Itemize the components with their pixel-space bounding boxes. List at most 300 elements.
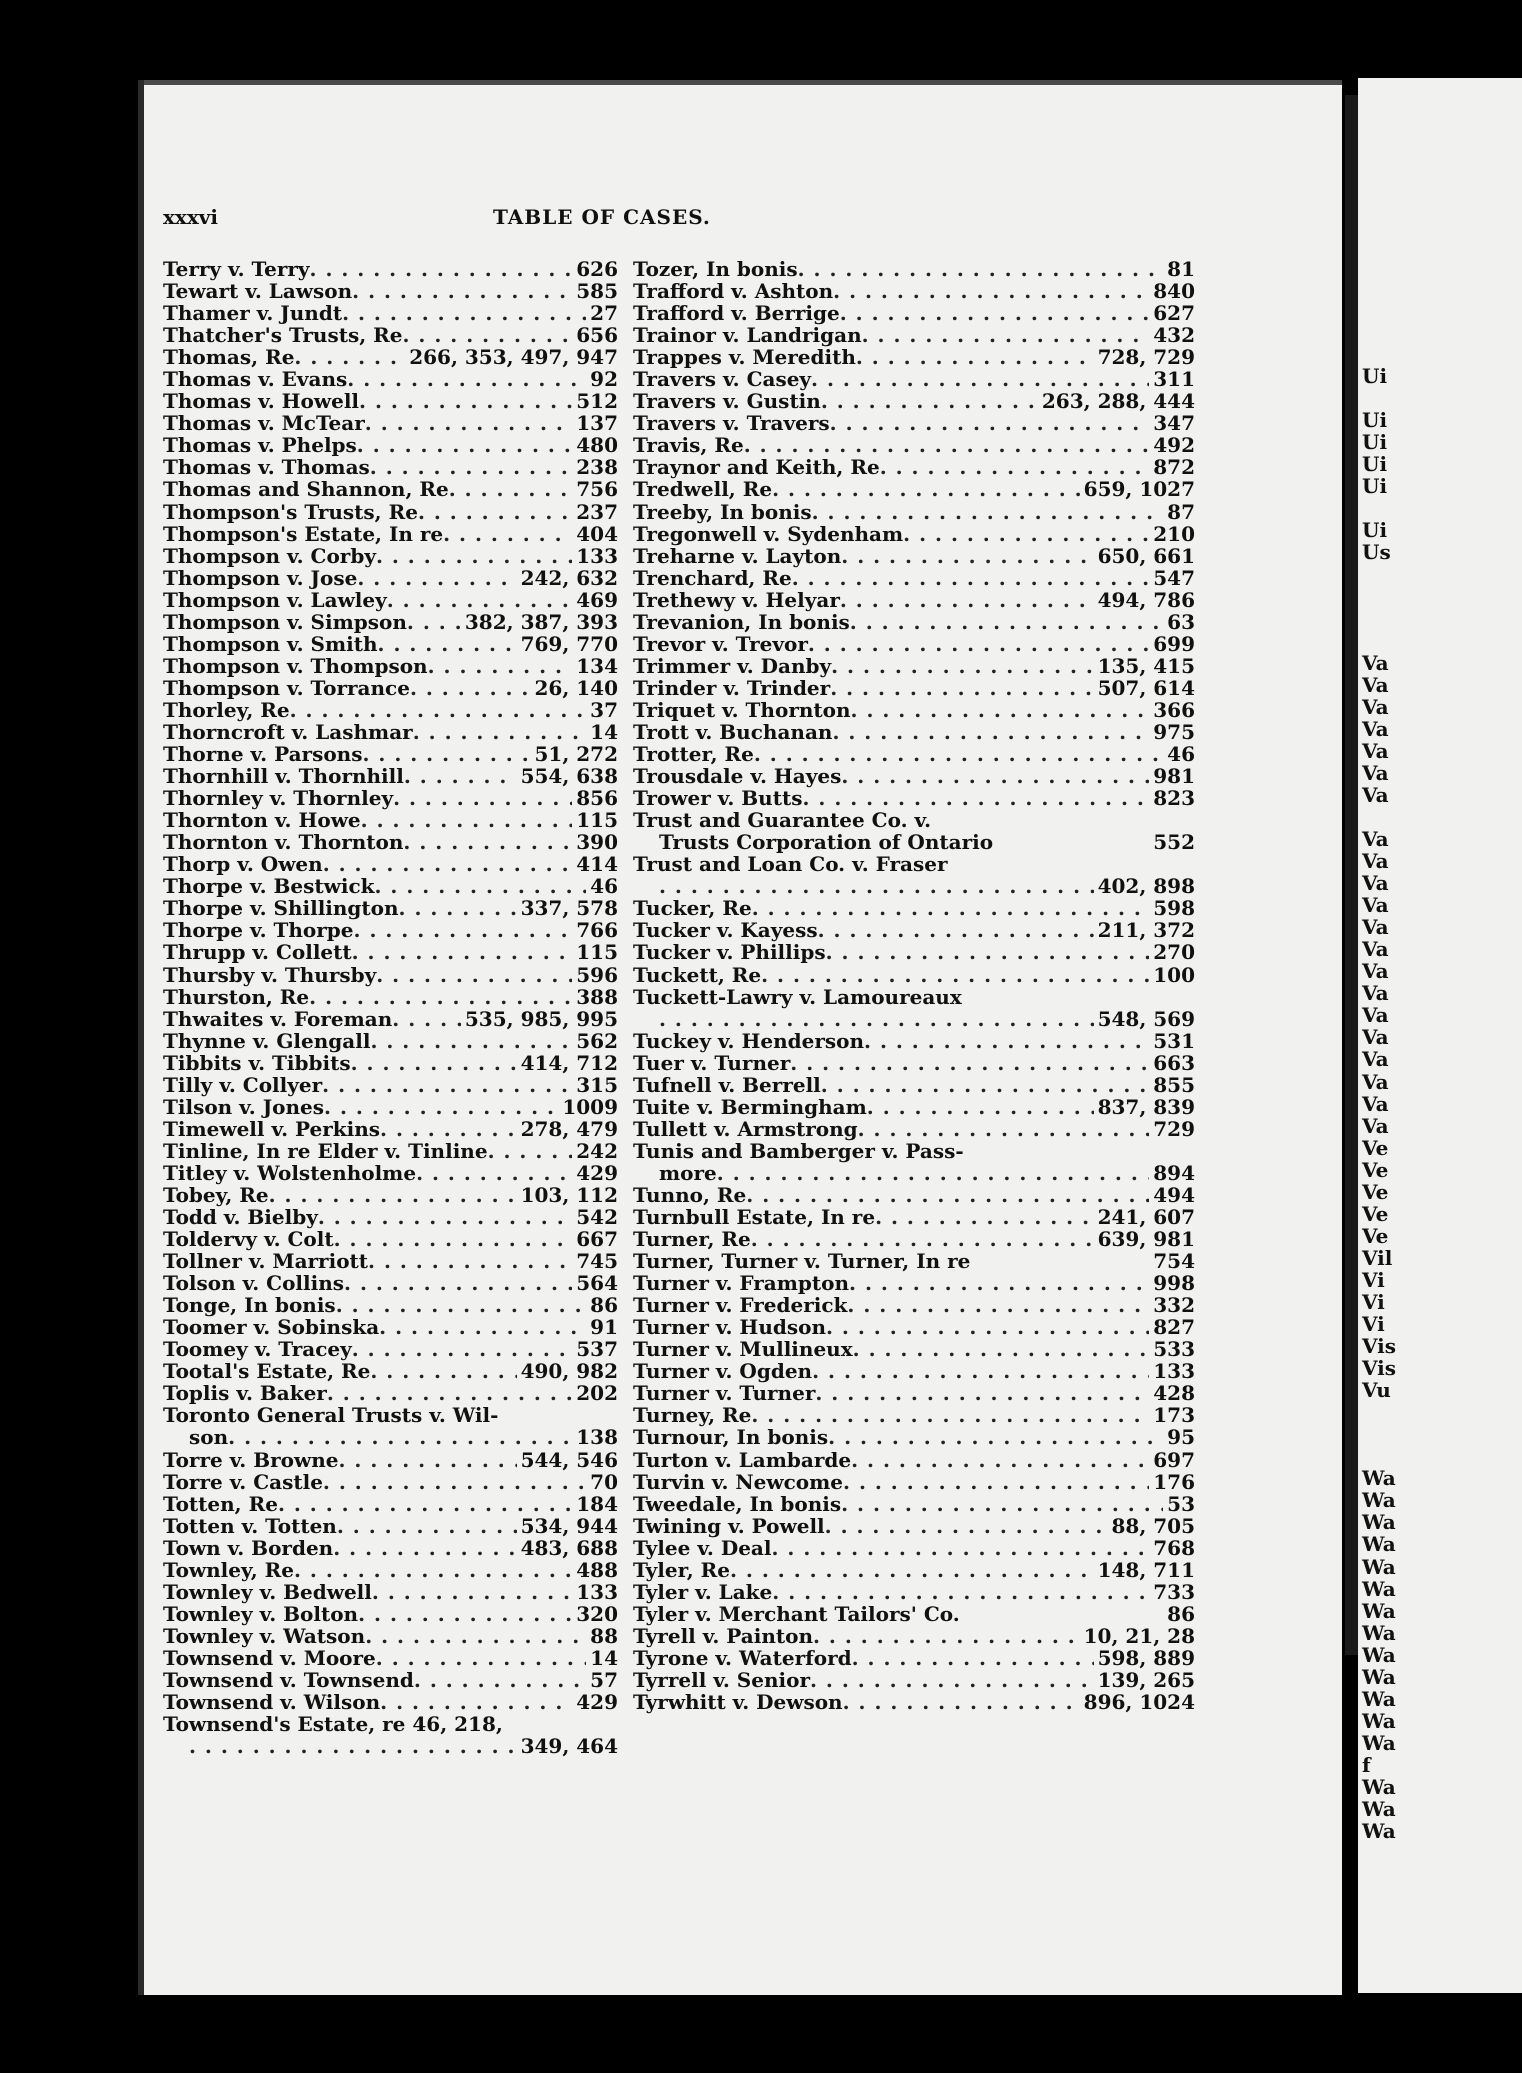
case-entry	[633, 1625, 1195, 1647]
case-entry	[163, 412, 618, 434]
dot-leader	[323, 853, 573, 875]
case-entry	[163, 1184, 618, 1206]
case-pages: 134	[576, 653, 618, 678]
case-name: Thorne v. Parsons	[163, 742, 363, 767]
case-pages: 242	[576, 1138, 618, 1163]
edge-fragment	[1362, 806, 1396, 828]
case-entry	[633, 501, 1195, 523]
case-name: Trusts Corporation of Ontario	[659, 830, 994, 855]
case-pages: 115	[576, 940, 618, 965]
case-entry	[633, 964, 1195, 986]
dot-leader	[771, 1537, 1149, 1559]
case-entry	[163, 1250, 618, 1272]
case-name: Thompson v. Jose	[163, 565, 358, 590]
edge-fragment: Vu	[1362, 1378, 1391, 1403]
case-entry	[163, 1735, 618, 1757]
dot-leader	[370, 1360, 516, 1382]
case-pages: 91	[590, 1315, 618, 1340]
case-pages: 537	[576, 1337, 618, 1362]
case-pages: 138	[576, 1425, 618, 1450]
case-entry	[633, 765, 1195, 787]
edge-fragment: Va	[1362, 672, 1389, 697]
case-entry	[163, 1625, 618, 1647]
case-entry	[633, 1426, 1195, 1448]
case-entry	[633, 412, 1195, 434]
dot-leader	[387, 589, 573, 611]
case-pages	[614, 1713, 618, 1735]
case-entry	[163, 567, 618, 589]
dot-leader	[359, 390, 572, 412]
case-pages: 27	[590, 301, 618, 326]
dot-leader	[339, 1449, 517, 1471]
dot-leader	[368, 1250, 572, 1272]
dot-leader	[294, 346, 405, 368]
case-entry	[633, 677, 1195, 699]
case-entry	[633, 1471, 1195, 1493]
edge-fragment: Us	[1362, 540, 1391, 565]
case-entry	[633, 919, 1195, 941]
dot-leader	[828, 1426, 1163, 1448]
case-pages: 542	[576, 1205, 618, 1230]
case-pages: 626	[576, 257, 618, 281]
dot-leader	[393, 787, 572, 809]
case-pages: 598	[1153, 896, 1195, 921]
case-entry	[163, 589, 618, 611]
case-pages: 390	[576, 830, 618, 855]
edge-fragment: Va	[1362, 782, 1389, 807]
edge-fragment: Va	[1362, 716, 1389, 741]
case-pages: 697	[1153, 1447, 1195, 1472]
case-pages: 242, 632	[520, 565, 618, 590]
edge-fragment: Ui	[1362, 430, 1388, 455]
case-name: Tregonwell v. Sydenham	[633, 521, 904, 546]
case-pages: 51, 272	[534, 742, 618, 767]
case-name: Traynor and Keith, Re	[633, 455, 880, 480]
case-name: Townley v. Bedwell	[163, 1579, 372, 1604]
dot-leader	[840, 302, 1150, 324]
edge-fragment: Va	[1362, 981, 1389, 1006]
case-entry	[633, 1206, 1195, 1228]
edge-fragment: Va	[1362, 1113, 1389, 1138]
case-pages: 86	[1167, 1601, 1195, 1626]
case-entry	[633, 1493, 1195, 1515]
case-name: Thornton v. Howe	[163, 808, 361, 833]
case-name: Thorpe v. Bestwick	[163, 874, 375, 899]
case-entry	[633, 1316, 1195, 1338]
case-pages: 469	[576, 587, 618, 612]
case-entry	[163, 1669, 618, 1691]
case-pages: 88	[590, 1623, 618, 1648]
dot-leader	[730, 1559, 1094, 1581]
case-name: Trotter, Re	[633, 742, 754, 767]
dot-leader	[399, 897, 517, 919]
dot-leader	[365, 1625, 586, 1647]
case-pages: 659, 1027	[1083, 477, 1195, 502]
case-pages	[1191, 853, 1195, 875]
case-pages: 492	[1153, 433, 1195, 458]
case-name: Trimmer v. Danby	[633, 653, 832, 678]
case-name: Trafford v. Berrige	[633, 301, 840, 326]
dot-leader	[378, 633, 517, 655]
case-name: Titley v. Wolstenholme	[163, 1160, 417, 1185]
dot-leader	[376, 1647, 586, 1669]
dot-leader	[347, 368, 586, 390]
case-pages: 596	[576, 962, 618, 987]
case-name: Tozer, In bonis	[633, 257, 798, 281]
case-name: Tyrrell v. Senior	[633, 1668, 810, 1692]
case-name: Thursby v. Thursby	[163, 962, 377, 987]
dot-leader	[336, 1294, 586, 1316]
case-pages: 315	[576, 1072, 618, 1097]
case-name: Trousdale v. Hayes	[633, 764, 842, 789]
case-pages: 14	[590, 1645, 618, 1670]
case-name: Tibbits v. Tibbits	[163, 1050, 351, 1075]
dot-leader	[790, 1052, 1149, 1074]
dot-leader	[830, 677, 1093, 699]
case-pages: 494	[1153, 1182, 1195, 1207]
case-entry	[163, 324, 618, 346]
case-entry	[163, 1228, 618, 1250]
case-pages: 88, 705	[1111, 1513, 1195, 1538]
case-name: Townley v. Bolton	[163, 1601, 359, 1626]
case-entry	[163, 1118, 618, 1140]
dot-leader	[342, 302, 586, 324]
case-entry	[633, 1647, 1195, 1669]
case-entry	[633, 280, 1195, 302]
case-pages: 729	[1153, 1116, 1195, 1141]
dot-leader	[808, 633, 1149, 655]
case-pages: 667	[576, 1227, 618, 1252]
case-pages: 414, 712	[520, 1050, 618, 1075]
case-name: Totten, Re	[163, 1491, 278, 1516]
case-entry	[163, 765, 618, 787]
dot-leader	[357, 567, 516, 589]
dot-leader	[840, 589, 1094, 611]
case-name: son	[189, 1425, 229, 1450]
case-pages: 37	[590, 697, 618, 722]
case-entry	[163, 986, 618, 1008]
page-top-border	[144, 80, 1342, 85]
edge-fragment	[1362, 497, 1396, 519]
case-entry	[633, 986, 1195, 1008]
dot-leader	[802, 787, 1149, 809]
case-name: Trenchard, Re	[633, 565, 792, 590]
case-name: Trinder v. Trinder	[633, 675, 831, 700]
case-name: Tinline, In re Elder v. Tinline	[163, 1138, 488, 1163]
edge-fragment: Wa	[1362, 1775, 1396, 1799]
case-entry	[633, 1030, 1195, 1052]
case-name: Tucker v. Phillips	[633, 940, 826, 965]
case-entry	[633, 809, 1195, 831]
dot-leader	[376, 545, 572, 567]
case-entry	[633, 875, 1195, 897]
case-pages: 86	[590, 1293, 618, 1318]
edge-fragment: Va	[1362, 650, 1389, 675]
case-name: Trainor v. Landrigan	[633, 323, 862, 348]
case-name: Toplis v. Baker	[163, 1381, 327, 1406]
dot-leader	[323, 1471, 586, 1493]
edge-fragment: Va	[1362, 738, 1389, 763]
case-entry	[633, 302, 1195, 324]
dot-leader	[880, 456, 1150, 478]
case-entry	[163, 1162, 618, 1184]
case-name: Toronto General Trusts v. Wil-	[163, 1403, 499, 1428]
dot-leader	[818, 919, 1094, 941]
case-pages: 92	[590, 367, 618, 392]
case-name: more	[659, 1160, 717, 1185]
dot-leader	[352, 280, 572, 302]
case-pages: 432	[1153, 323, 1195, 348]
case-name: Totten v. Totten	[163, 1513, 337, 1538]
case-pages: 428	[1153, 1381, 1195, 1406]
facing-page-edge-text	[1362, 365, 1396, 1842]
dot-leader	[370, 456, 572, 478]
case-name: Thompson's Estate, In re	[163, 521, 444, 546]
case-name: Trethewy v. Helyar	[633, 587, 840, 612]
edge-fragment: Va	[1362, 1003, 1389, 1028]
case-pages: 53	[1167, 1491, 1195, 1516]
case-entry	[163, 1537, 618, 1559]
case-name: Tootal's Estate, Re	[163, 1359, 371, 1384]
case-name: Turner v. Frampton	[633, 1271, 850, 1296]
edge-fragment: Wa	[1362, 1797, 1396, 1822]
case-name: Thomas v. Howell	[163, 389, 360, 414]
dot-leader	[379, 1316, 586, 1338]
case-pages: 998	[1153, 1271, 1195, 1296]
dot-leader	[717, 1162, 1149, 1184]
edge-fragment: Ve	[1362, 1179, 1389, 1204]
case-name: Thomas v. Evans	[163, 367, 348, 392]
case-pages: 103, 112	[520, 1182, 618, 1207]
case-entry	[633, 655, 1195, 677]
edge-fragment	[1362, 630, 1396, 652]
edge-fragment: Wa	[1362, 1466, 1396, 1491]
dot-leader	[812, 1360, 1149, 1382]
case-pages: 115	[576, 808, 618, 833]
case-entry	[163, 1581, 618, 1603]
dot-leader	[334, 1228, 573, 1250]
case-pages: 756	[576, 477, 618, 502]
dot-leader	[853, 1338, 1150, 1360]
dot-leader	[843, 1691, 1080, 1713]
dot-leader	[365, 412, 572, 434]
case-entry	[633, 699, 1195, 721]
dot-leader	[416, 1162, 572, 1184]
case-entry	[163, 258, 618, 280]
dot-leader	[354, 919, 573, 941]
case-entry	[163, 677, 618, 699]
case-entry	[163, 478, 618, 500]
case-entry	[633, 1118, 1195, 1140]
case-name: Toldervy v. Colt	[163, 1227, 334, 1252]
case-pages: 414	[576, 852, 618, 877]
case-pages: 135, 415	[1097, 653, 1195, 678]
case-entry	[163, 1140, 618, 1162]
case-entry	[163, 346, 618, 368]
case-entry	[163, 1338, 618, 1360]
case-name: Triquet v. Thornton	[633, 697, 851, 722]
case-entry	[633, 1691, 1195, 1713]
case-pages: 14	[590, 719, 618, 744]
case-name: Turton v. Lambarde	[633, 1447, 852, 1472]
case-pages: 388	[576, 984, 618, 1009]
case-name: Turney, Re	[633, 1403, 752, 1428]
case-name: Travers v. Gustin	[633, 389, 821, 414]
case-pages: 823	[1153, 786, 1195, 811]
dot-leader	[821, 390, 1038, 412]
dot-leader	[841, 1493, 1163, 1515]
case-name: Trott v. Buchanan	[633, 719, 833, 744]
case-pages: 894	[1153, 1160, 1195, 1185]
edge-fragment: Wa	[1362, 1819, 1396, 1844]
dot-leader	[333, 1537, 516, 1559]
case-pages	[1191, 986, 1195, 1008]
edge-fragment	[1362, 585, 1396, 607]
case-name: Thompson v. Torrance	[163, 675, 410, 700]
dot-leader	[858, 1118, 1150, 1140]
case-entry	[633, 567, 1195, 589]
dot-leader	[792, 567, 1150, 589]
case-name: Trevanion, In bonis	[633, 609, 850, 634]
case-name: Townsend v. Moore	[163, 1645, 376, 1670]
dot-leader	[361, 809, 573, 831]
case-entry	[633, 1162, 1195, 1184]
case-pages: 202	[576, 1381, 618, 1406]
case-pages: 554, 638	[520, 764, 618, 789]
case-entry	[163, 699, 618, 721]
case-pages: 46	[1167, 742, 1195, 767]
case-name: Thornley v. Thornley	[163, 786, 394, 811]
case-pages: 896, 1024	[1083, 1690, 1195, 1715]
case-entry	[633, 1669, 1195, 1691]
dot-leader	[852, 1647, 1094, 1669]
case-pages: 533	[1153, 1337, 1195, 1362]
case-pages: 494, 786	[1097, 587, 1195, 612]
case-pages: 507, 614	[1097, 675, 1195, 700]
dot-leader	[294, 1559, 572, 1581]
case-pages	[614, 1404, 618, 1426]
case-entry	[163, 853, 618, 875]
dot-leader	[811, 368, 1149, 390]
case-entry	[633, 1294, 1195, 1316]
edge-fragment: Va	[1362, 915, 1389, 940]
case-pages: 263, 288, 444	[1041, 389, 1195, 414]
case-entry	[163, 1515, 618, 1537]
case-pages: 855	[1153, 1072, 1195, 1097]
dot-leader	[850, 611, 1163, 633]
case-pages: 133	[576, 543, 618, 568]
case-pages: 57	[590, 1668, 618, 1692]
case-name: Thorley, Re	[163, 697, 290, 722]
case-entry	[163, 1294, 618, 1316]
case-entry	[633, 523, 1195, 545]
edge-fragment: Vi	[1362, 1289, 1385, 1314]
dot-leader	[362, 743, 530, 765]
case-entry	[633, 633, 1195, 655]
dot-leader	[856, 346, 1094, 368]
dot-leader	[392, 1008, 461, 1030]
dot-leader	[751, 1404, 1149, 1426]
case-name: Trust and Guarantee Co. v.	[633, 808, 932, 833]
case-name: Townley, Re	[163, 1557, 294, 1582]
case-name: Thornton v. Thornton	[163, 830, 404, 855]
case-name: Tuite v. Bermingham	[633, 1094, 867, 1119]
case-name: Toomer v. Sobinska	[163, 1315, 380, 1340]
dot-leader	[309, 986, 572, 1008]
case-entry	[633, 258, 1195, 280]
case-name: Tucker v. Kayess	[633, 918, 818, 943]
case-name: Tuckett-Lawry v. Lamoureaux	[633, 984, 962, 1009]
case-name: Tufnell v. Berrell	[633, 1072, 821, 1097]
case-pages: 1009	[562, 1094, 618, 1119]
case-pages: 534, 944	[520, 1513, 618, 1538]
edge-fragment: Ui	[1362, 452, 1388, 477]
case-name: Trower v. Butts	[633, 786, 803, 811]
case-pages: 70	[590, 1469, 618, 1494]
case-entry	[163, 1360, 618, 1382]
case-name: Thomas v. Thomas	[163, 455, 370, 480]
case-pages: 349, 464	[520, 1734, 618, 1759]
case-pages: 981	[1153, 764, 1195, 789]
dot-leader	[374, 875, 586, 897]
case-name: Tuckett, Re	[633, 962, 762, 987]
case-entry	[163, 1074, 618, 1096]
case-pages: 173	[1153, 1403, 1195, 1428]
dot-leader	[752, 897, 1150, 919]
case-name: Tredwell, Re	[633, 477, 773, 502]
dot-leader	[189, 1735, 517, 1757]
case-entry	[163, 941, 618, 963]
case-name: Thomas, Re	[163, 345, 295, 370]
case-pages: 598, 889	[1097, 1645, 1195, 1670]
dot-leader	[772, 1581, 1149, 1603]
page-title: TABLE OF CASES.	[493, 205, 711, 229]
case-entry	[633, 1360, 1195, 1382]
case-pages: 547	[1153, 565, 1195, 590]
case-entry	[163, 1008, 618, 1030]
dot-leader	[344, 1272, 572, 1294]
case-pages: 483, 688	[520, 1535, 618, 1560]
case-pages: 840	[1153, 279, 1195, 304]
case-name: Trappes v. Meredith	[633, 345, 856, 370]
case-pages: 531	[1153, 1028, 1195, 1053]
case-name: Turvin v. Newcome	[633, 1469, 844, 1494]
case-pages: 585	[576, 279, 618, 304]
dot-leader	[278, 1493, 572, 1515]
dot-leader	[831, 655, 1093, 677]
case-entry	[163, 523, 618, 545]
left-column	[163, 258, 618, 1757]
case-entry	[633, 1515, 1195, 1537]
case-name: Treeby, In bonis	[633, 499, 812, 524]
case-pages: 241, 607	[1097, 1205, 1195, 1230]
edge-fragment: Wa	[1362, 1510, 1396, 1535]
case-name: Thorncroft v. Lashmar	[163, 719, 413, 744]
case-name: Turnbull Estate, In re	[633, 1205, 876, 1230]
case-entry	[163, 280, 618, 302]
case-pages: 95	[1167, 1425, 1195, 1450]
case-name: Tullett v. Armstrong	[633, 1116, 858, 1141]
edge-fragment: f	[1362, 1752, 1371, 1777]
dot-leader	[352, 941, 573, 963]
case-name: Thorp v. Owen	[163, 852, 323, 877]
edge-fragment: Wa	[1362, 1598, 1396, 1623]
case-pages: 347	[1153, 411, 1195, 436]
dot-leader	[903, 523, 1149, 545]
case-entry	[633, 1272, 1195, 1294]
case-pages: 133	[1153, 1359, 1195, 1384]
dot-leader	[851, 699, 1150, 721]
